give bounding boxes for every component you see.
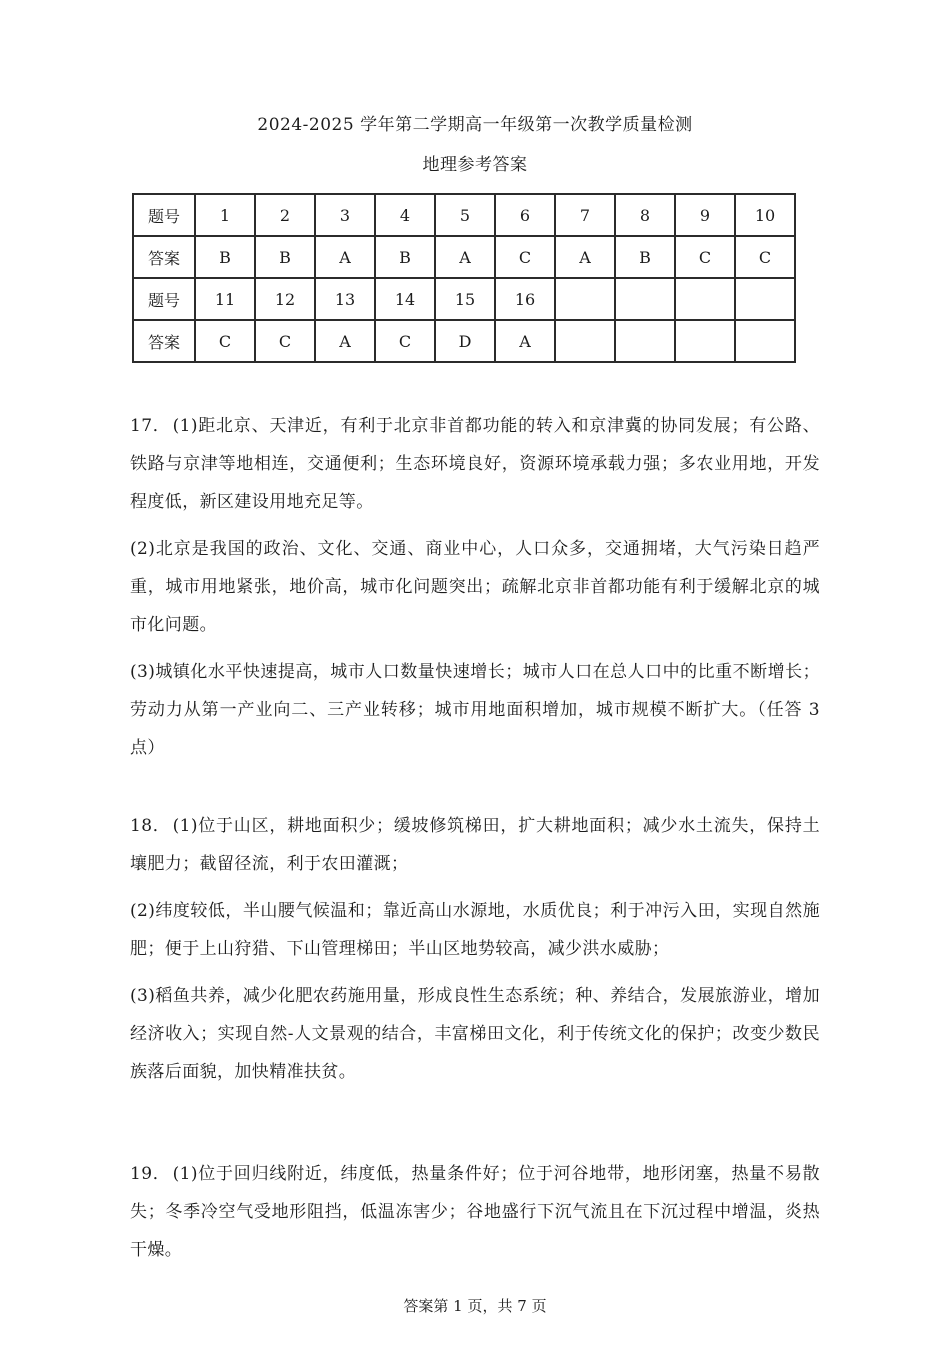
- answer-key-table: [132, 193, 796, 363]
- row-header-cell: 题号: [133, 278, 195, 320]
- answer-text: (1)距北京、天津近，有利于北京非首都功能的转入和京津冀的协同发展；有公路、铁路与京津等地相连，交通便利；生态环境良好，资源环境承载力强；多农业用地，开发程度低，新区建设用地充足等。: [130, 416, 820, 512]
- question-number-cell: 13: [315, 278, 375, 320]
- answer-cell: C: [195, 320, 255, 362]
- question-number-cell: 4: [375, 194, 435, 236]
- question-number: 17．: [130, 416, 171, 436]
- table-row: [133, 320, 795, 362]
- answer-paragraph: [130, 1155, 820, 1269]
- answer-cell: A: [435, 236, 495, 278]
- table-row: [133, 194, 795, 236]
- answer-paragraph: (2)纬度较低，半山腰气候温和；靠近高山水源地，水质优良；利于冲污入田，实现自然施肥；便于上山狩猎、下山管理梯田；半山区地势较高，减少洪水威胁；: [130, 901, 820, 959]
- question-number-cell: 3: [315, 194, 375, 236]
- question-17-answer: [130, 407, 820, 767]
- question-number-cell: 16: [495, 278, 555, 320]
- question-number-cell: 9: [675, 194, 735, 236]
- answer-paragraph: (3)稻鱼共养，减少化肥农药施用量，形成良性生态系统；种、养结合，发展旅游业，增加经济收入；实现自然-人文景观的结合，丰富梯田文化，利于传统文化的保护；改变少数民族落后面貌，加快精准扶贫。: [130, 986, 820, 1082]
- page-number-text: 答案第 1 页，共 7 页: [403, 1297, 547, 1315]
- answer-cell: [675, 320, 735, 362]
- answer-cell: [735, 320, 795, 362]
- question-18-answer: [130, 807, 820, 1091]
- answer-cell: C: [255, 320, 315, 362]
- answer-cell: C: [495, 236, 555, 278]
- table-row: [133, 278, 795, 320]
- question-number-cell: 14: [375, 278, 435, 320]
- answer-paragraph: [130, 807, 820, 883]
- answer-paragraph: (2)北京是我国的政治、文化、交通、商业中心，人口众多，交通拥堵，大气污染日趋严重，城市用地紧张，地价高，城市化问题突出；疏解北京非首都功能有利于缓解北京的城市化问题。: [130, 539, 820, 635]
- question-19-answer: [130, 1155, 820, 1269]
- question-number-cell: 12: [255, 278, 315, 320]
- question-number-cell: [735, 278, 795, 320]
- answer-paragraph: (3)城镇化水平快速提高，城市人口数量快速增长；城市人口在总人口中的比重不断增长；劳动力从第一产业向二、三产业转移；城市用地面积增加，城市规模不断扩大。（任答 3 点）: [130, 662, 820, 758]
- question-number-cell: 11: [195, 278, 255, 320]
- question-number-cell: 8: [615, 194, 675, 236]
- question-number-cell: 2: [255, 194, 315, 236]
- page-footer: [130, 1293, 820, 1319]
- answer-cell: [615, 320, 675, 362]
- answer-cell: A: [555, 236, 615, 278]
- question-number-cell: 15: [435, 278, 495, 320]
- question-number-cell: 6: [495, 194, 555, 236]
- answer-cell: B: [375, 236, 435, 278]
- document-title: 2024-2025 学年第二学期高一年级第一次教学质量检测: [257, 115, 693, 135]
- answer-cell: C: [735, 236, 795, 278]
- answer-cell: B: [615, 236, 675, 278]
- row-header-cell: 答案: [133, 236, 195, 278]
- answer-cell: A: [495, 320, 555, 362]
- row-header-cell: 题号: [133, 194, 195, 236]
- answer-cell: A: [315, 320, 375, 362]
- answer-text: (1)位于山区，耕地面积少；缓坡修筑梯田，扩大耕地面积；减少水土流失，保持土壤肥力；截留径流，利于农田灌溉；: [130, 816, 820, 874]
- answer-text: (1)位于回归线附近，纬度低，热量条件好；位于河谷地带，地形闭塞，热量不易散失；冬季冷空气受地形阻挡，低温冻害少；谷地盛行下沉气流且在下沉过程中增温，炎热干燥。: [130, 1164, 820, 1260]
- question-number: 18．: [130, 816, 171, 836]
- answer-cell: [555, 320, 615, 362]
- answer-cell: B: [195, 236, 255, 278]
- question-number: 19．: [130, 1164, 171, 1184]
- row-header-cell: 答案: [133, 320, 195, 362]
- question-number-cell: 5: [435, 194, 495, 236]
- table-row: [133, 236, 795, 278]
- question-number-cell: [615, 278, 675, 320]
- answer-cell: C: [675, 236, 735, 278]
- answer-paragraph: [130, 407, 820, 521]
- answer-cell: A: [315, 236, 375, 278]
- answer-cell: D: [435, 320, 495, 362]
- answers-section: [130, 407, 820, 1269]
- answer-cell: C: [375, 320, 435, 362]
- question-number-cell: 10: [735, 194, 795, 236]
- answer-cell: B: [255, 236, 315, 278]
- question-number-cell: 7: [555, 194, 615, 236]
- document-subtitle: 地理参考答案: [422, 155, 528, 175]
- question-number-cell: [555, 278, 615, 320]
- question-number-cell: [675, 278, 735, 320]
- question-number-cell: 1: [195, 194, 255, 236]
